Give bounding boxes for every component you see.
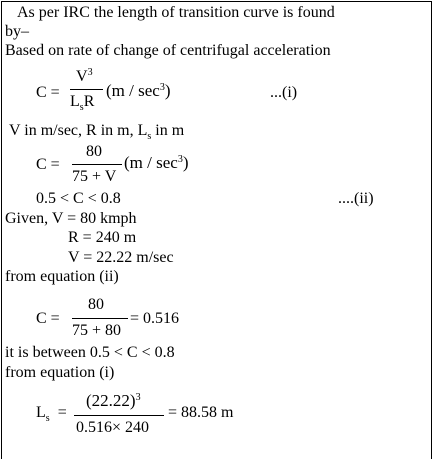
eq3-result: = 0.516 [130,310,180,327]
eq1-lhs: C = [36,84,60,101]
eq3-denominator: 75 + 80 [72,322,122,339]
eq3-numerator: 80 [88,296,104,313]
eqc-unit: $(m / \sec^3)$ [124,153,189,172]
eqc-fraction-bar [72,164,122,165]
eq4-fraction-bar [74,415,164,416]
eq3-fraction-bar [72,318,128,319]
eq4-result: = 88.58 m [168,404,234,421]
eq4-numerator: $(22.22)^3$ [86,391,141,410]
eq4-lhs: $L_s$ = [36,404,67,424]
eq2-tag: ....(ii) [338,190,374,207]
eqc-lhs: C = [36,156,60,173]
from-eq1-line: from equation (i) [5,364,115,381]
eq1-denominator: $L_sR$ [70,93,95,113]
eq3-lhs: C = [36,310,60,327]
between-line: it is between 0.5 < C < 0.8 [5,344,175,361]
eq2-range: 0.5 < C < 0.8 [36,190,121,207]
eqc-denominator: 75 + V [72,168,117,185]
intro-line: As per IRC the length of transition curve is found [17,4,335,21]
basis-line: Based on rate of change of centrifugal acceleration [5,42,331,59]
frame-top-border [1,1,432,2]
eq4-denominator: 0.516× 240 [76,419,150,436]
from-eq2-line: from equation (ii) [5,268,119,285]
eq1-fraction-bar [70,89,103,90]
given-r: R = 240 m [68,229,137,246]
frame-left-border [1,1,2,459]
eq1-tag: ...(i) [270,84,298,101]
frame-right-border [431,1,432,459]
units-note: V in m/sec, R in m, $L_s$ in m [9,122,185,142]
given-v: V = 22.22 m/sec [68,249,174,266]
eq1-unit: $(m / \sec^3)$ [106,81,171,100]
eqc-numerator: 80 [86,143,102,160]
eq1-numerator: $V^3$ [76,67,93,85]
given-line: Given, V = 80 kmph [5,210,137,227]
intro-line-2: by– [5,23,29,40]
